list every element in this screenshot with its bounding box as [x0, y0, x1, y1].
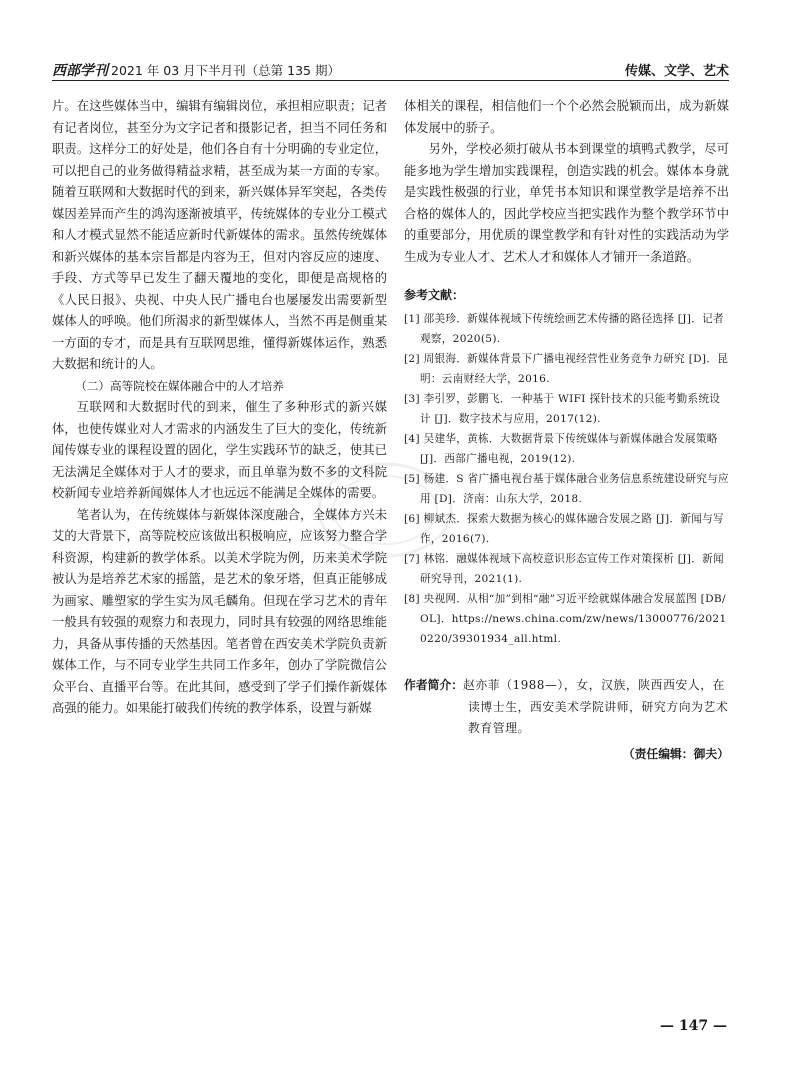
journal-name: 西部学刊	[52, 63, 108, 79]
running-header	[52, 58, 729, 81]
reference-item: [7] 林铭．融媒体视域下高校意识形态宣传工作对策探析 [J]．新闻研究导刊，2021(1).	[404, 553, 724, 585]
body-paragraph: 互联网和大数据时代的到来，催生了多种形式的新兴媒体，也使传媒业对人才需求的内涵发生了巨大的变化，传统新闻传媒专业的课程设置的固化，学生实践环节的缺乏，使其已无法满足全媒体对于人才的要求，而且单靠为数不多的文科院校新闻专业培养新闻媒体人才也远远不能满足全媒体的需要。	[52, 400, 387, 500]
journal-info	[52, 60, 340, 80]
reference-item: [2] 周银海．新媒体背景下广播电视经营性业务竞争力研究 [D]．昆明：云南财经大学，2016.	[404, 353, 729, 385]
reference-item: [5] 杨建．S 省广播电视台基于媒体融合业务信息系统建设研究与应用 [D]．济南：山东大学，2018.	[404, 473, 729, 505]
body-paragraph: 另外，学校必须打破从书本到课堂的填鸭式教学，尽可能多地为学生增加实践课程，创造实践的机会。媒体本身就是实践性极强的行业，单凭书本知识和课堂教学是培养不出合格的媒体人的，因此学校应当把实践作为整个教学环节中的重要部分，用优质的课堂教学和有针对性的实践活动为学生成为专业人才、艺术人才和媒体人才铺开一条道路。	[404, 142, 729, 264]
page-number: — 147 —	[660, 1018, 727, 1034]
reference-item: [1] 邵美珍．新媒体视域下传统绘画艺术传播的路径选择 [J]．记者观察，2020(5).	[404, 313, 724, 345]
section-subheading: （二）高等院校在媒体融合中的人才培养	[75, 378, 284, 393]
left-column	[52, 96, 387, 720]
responsible-editor: （责任编辑：御夫）	[622, 746, 729, 761]
issue-info: 2021 年 03 月下半月刊（总第 135 期）	[111, 63, 340, 78]
body-paragraph: 体相关的课程，相信他们一个个必然会脱颖而出，成为新媒体发展中的骄子。	[404, 99, 729, 135]
reference-item: [4] 吴建华，黄栋．大数据背景下传统媒体与新媒体融合发展策略 [J]．西部广播电视，2019(12).	[404, 433, 718, 465]
references-title: 参考文献：	[404, 288, 465, 302]
body-paragraph: 笔者认为，在传统媒体与新媒体深度融合，全媒体方兴未艾的大背景下，高等院校应该做出积极响应，应该努力整合学科资源，构建新的教学体系。以美术学院为例，历来美术学院被认为是培养艺术家的摇篮，是艺术的象牙塔，但真正能够成为画家、雕塑家的学生实为凤毛麟角。但现在学习艺术的青年一般具有较强的观察力和表现力，同时具有较强的网络思维能力，具备从事传播的天然基因。笔者曾在西安美术学院负责新媒体工作，与不同专业学生共同工作多年，创办了学院微信公众平台、直播平台等。在此其间，感受到了学子们操作新媒体高强的能力。如果能打破我们传统的教学体系，设置与新媒	[52, 507, 387, 715]
author-bio-text: 赵亦菲（1988—），女，汉族，陕西西安人，在读博士生，西安美术学院讲师，研究方向为艺术教育管理。	[463, 678, 729, 735]
section-title: 传媒、文学、艺术	[624, 64, 729, 79]
author-bio-label: 作者简介：	[404, 678, 463, 692]
right-column	[404, 96, 729, 765]
reference-item: [6] 柳斌杰．探索大数据为核心的媒体融合发展之路 [J]．新闻与写作，2016(7).	[404, 513, 724, 545]
body-paragraph: 片。在这些媒体当中，编辑有编辑岗位，承担相应职责；记者有记者岗位，甚至分为文字记者和摄影记者，担当不同任务和职责。这样分工的好处是，他们各自有十分明确的专业定位，可以把自己的业务做得精益求精，甚至成为某一方面的专家。随着互联网和大数据时代的到来，新兴媒体异军突起，各类传媒因差异而产生的鸿沟逐渐被填平，传统媒体的专业分工模式和人才模式显然不能适应新时代新媒体的需求。虽然传统媒体和新兴媒体的基本宗旨都是内容为王，但对内容反应的速度、手段、方式等早已发生了翻天覆地的变化，即便是高规格的《人民日报》、央视、中央人民广播电台也屡屡发出需要新型媒体人的呼唤。他们所渴求的新型媒体人，当然不再是侧重某一方面的专才，而是具有互联网思维，懂得新媒体运作，熟悉大数据和统计的人。	[52, 99, 387, 371]
author-bio	[404, 675, 729, 740]
reference-item: [3] 李引罗，彭鹏飞．一种基于 WIFI 探针技术的只能考勤系统设计 [J]．数字技术与应用，2017(12).	[404, 393, 721, 425]
reference-item: [8] 央视网．从相“加”到相“融”习近平绘就媒体融合发展蓝图 [DB/OL]．https://news.china.com/zw/news/13000776/20210220/39301934_all.html.	[404, 593, 727, 645]
